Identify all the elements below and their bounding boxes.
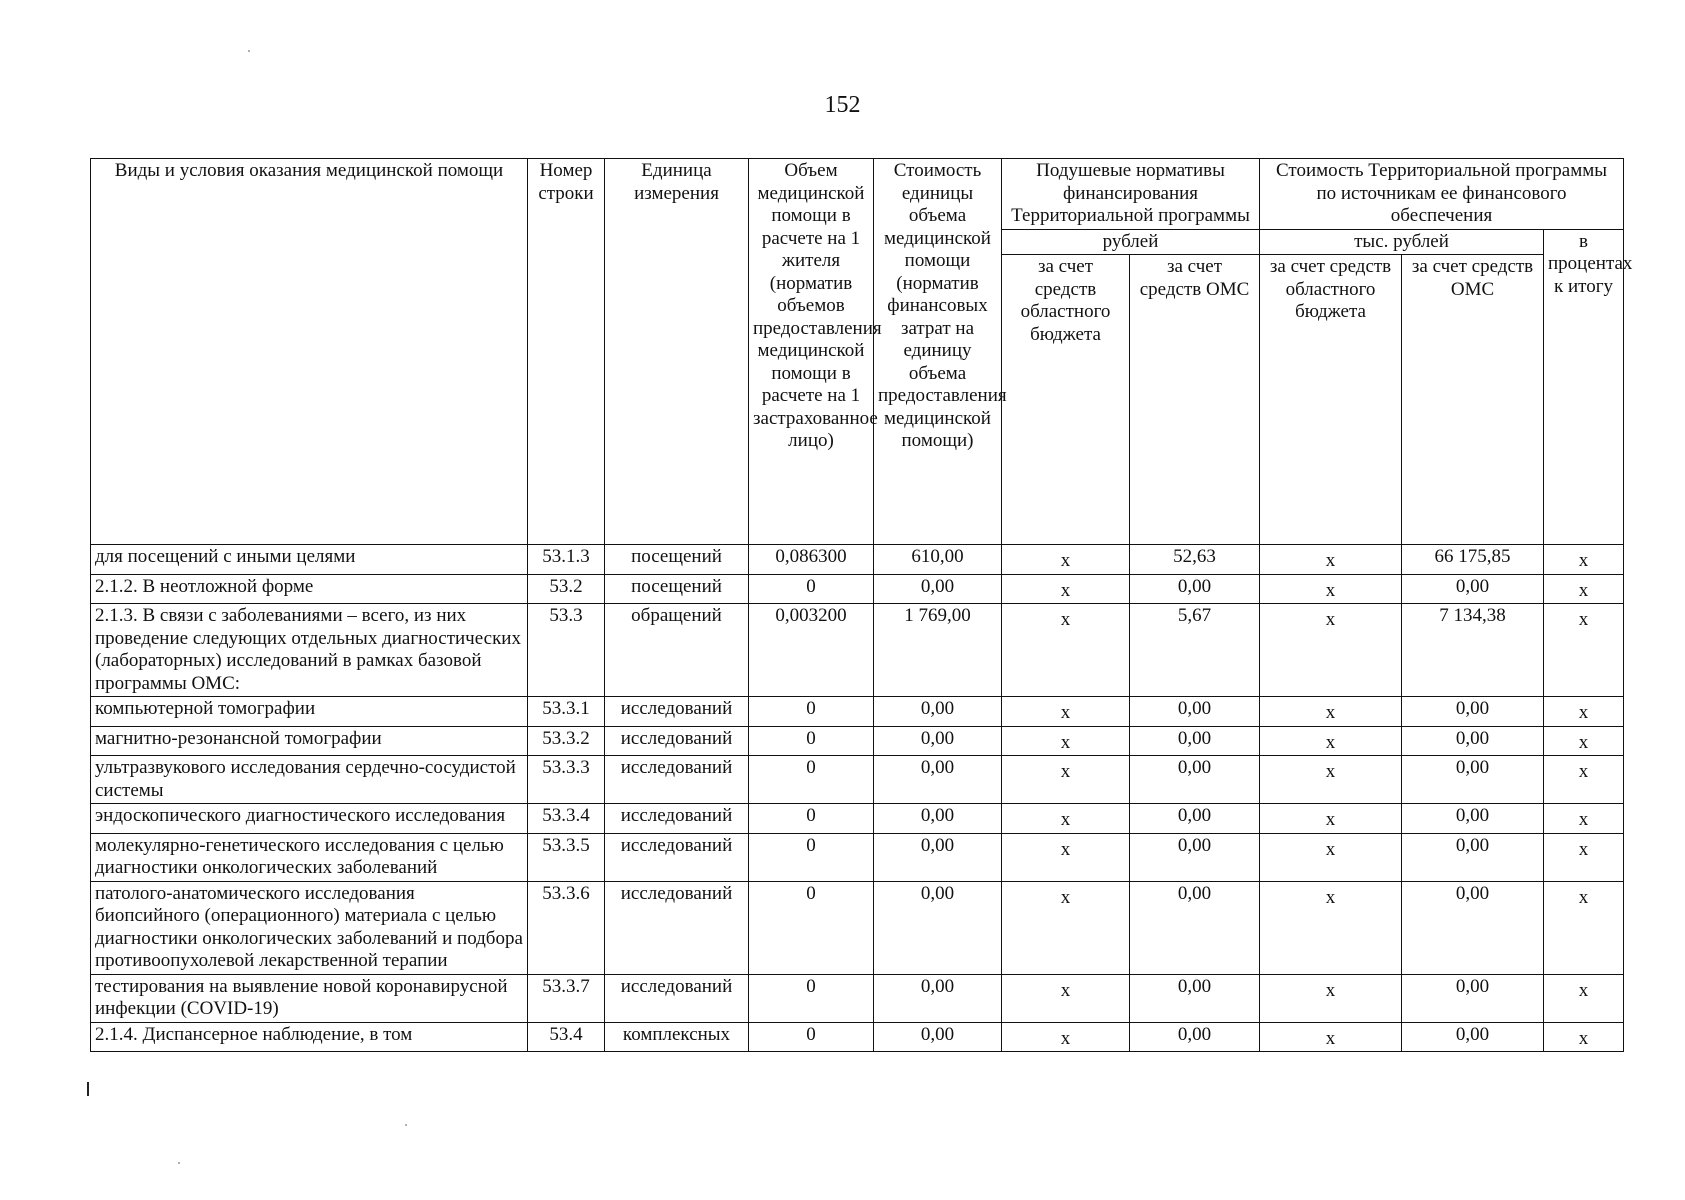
row-pc-oms: 0,00 (1130, 833, 1260, 881)
row-unit: исследований (605, 974, 749, 1022)
row-unit-cost: 1 769,00 (874, 604, 1002, 697)
table-row (91, 574, 1624, 604)
row-percent: х (1544, 833, 1624, 881)
row-total-budget: х (1260, 974, 1402, 1022)
row-unit: комплексных (605, 1022, 749, 1052)
row-unit: исследований (605, 833, 749, 881)
row-pc-budget: х (1002, 756, 1130, 804)
margin-mark (87, 1082, 89, 1096)
row-pc-oms: 0,00 (1130, 1022, 1260, 1052)
row-volume: 0,003200 (749, 604, 874, 697)
row-label: эндоскопического диагностического исследования (91, 804, 528, 834)
scan-speck (248, 50, 250, 52)
row-pc-budget: х (1002, 726, 1130, 756)
row-number: 53.3.5 (528, 833, 605, 881)
row-label: магнитно-резонансной томографии (91, 726, 528, 756)
row-number: 53.1.3 (528, 545, 605, 575)
header-per-capita: Подушевые нормативы финансирования Территориальной программы (1002, 159, 1260, 230)
row-label: молекулярно-генетического исследования с целью диагностики онкологических заболеваний (91, 833, 528, 881)
row-total-budget: х (1260, 833, 1402, 881)
row-total-oms: 0,00 (1402, 833, 1544, 881)
row-total-oms: 0,00 (1402, 1022, 1544, 1052)
table-row (91, 1022, 1624, 1052)
table-row (91, 604, 1624, 697)
row-volume: 0,086300 (749, 545, 874, 575)
row-pc-budget: х (1002, 804, 1130, 834)
row-label: 2.1.2. В неотложной форме (91, 574, 528, 604)
row-unit-cost: 0,00 (874, 833, 1002, 881)
row-percent: х (1544, 697, 1624, 727)
row-unit-cost: 0,00 (874, 1022, 1002, 1052)
row-percent: х (1544, 804, 1624, 834)
row-pc-oms: 0,00 (1130, 974, 1260, 1022)
row-pc-oms: 5,67 (1130, 604, 1260, 697)
row-pc-oms: 0,00 (1130, 756, 1260, 804)
header-total-oms: за счет средств ОМС (1402, 255, 1544, 545)
row-number: 53.3.6 (528, 881, 605, 974)
row-number: 53.3.2 (528, 726, 605, 756)
row-total-oms: 0,00 (1402, 881, 1544, 974)
header-types: Виды и условия оказания медицинской помощи (91, 159, 528, 545)
row-total-budget: х (1260, 804, 1402, 834)
row-total-oms: 0,00 (1402, 574, 1544, 604)
row-volume: 0 (749, 804, 874, 834)
row-unit-cost: 610,00 (874, 545, 1002, 575)
header-unit-cost: Стоимость единицы объема медицинской помощи (норматив финансовых затрат на единицу объема предоставления медицинской помощи) (874, 159, 1002, 545)
table-row (91, 974, 1624, 1022)
row-pc-oms: 0,00 (1130, 804, 1260, 834)
row-total-oms: 0,00 (1402, 697, 1544, 727)
header-percent: в процентах к итогу (1544, 229, 1624, 545)
row-pc-budget: х (1002, 974, 1130, 1022)
row-volume: 0 (749, 756, 874, 804)
header-row-number: Номер строки (528, 159, 605, 545)
header-per-capita-unit: рублей (1002, 229, 1260, 255)
row-total-oms: 0,00 (1402, 756, 1544, 804)
row-number: 53.3.1 (528, 697, 605, 727)
row-total-budget: х (1260, 574, 1402, 604)
row-percent: х (1544, 1022, 1624, 1052)
row-total-budget: х (1260, 881, 1402, 974)
row-total-budget: х (1260, 1022, 1402, 1052)
row-pc-oms: 52,63 (1130, 545, 1260, 575)
table-row (91, 697, 1624, 727)
page-number: 152 (824, 92, 861, 118)
row-volume: 0 (749, 833, 874, 881)
row-total-budget: х (1260, 697, 1402, 727)
row-percent: х (1544, 881, 1624, 974)
row-pc-oms: 0,00 (1130, 697, 1260, 727)
row-volume: 0 (749, 974, 874, 1022)
row-label: 2.1.4. Диспансерное наблюдение, в том (91, 1022, 528, 1052)
row-percent: х (1544, 726, 1624, 756)
financing-table (90, 158, 1633, 1052)
row-pc-budget: х (1002, 604, 1130, 697)
row-total-budget: х (1260, 545, 1402, 575)
row-total-oms: 0,00 (1402, 974, 1544, 1022)
row-unit: исследований (605, 881, 749, 974)
row-unit: посещений (605, 574, 749, 604)
header-unit: Единица измерения (605, 159, 749, 545)
table-row (91, 881, 1624, 974)
row-unit-cost: 0,00 (874, 974, 1002, 1022)
row-total-budget: х (1260, 604, 1402, 697)
header-program-cost: Стоимость Территориальной программы по источникам ее финансового обеспечения (1260, 159, 1624, 230)
table-row (91, 545, 1624, 575)
header-volume: Объем медицинской помощи в расчете на 1 жителя (норматив объемов предоставления медицинской помощи в расчете на 1 застрахованное лицо) (749, 159, 874, 545)
row-percent: х (1544, 574, 1624, 604)
row-pc-budget: х (1002, 833, 1130, 881)
row-unit: обращений (605, 604, 749, 697)
table-row (91, 756, 1624, 804)
row-volume: 0 (749, 1022, 874, 1052)
row-volume: 0 (749, 881, 874, 974)
row-percent: х (1544, 974, 1624, 1022)
header-total-budget: за счет средств областного бюджета (1260, 255, 1402, 545)
row-pc-budget: х (1002, 574, 1130, 604)
header-pc-oms: за счет средств ОМС (1130, 255, 1260, 545)
row-label: патолого-анатомического исследования биопсийного (операционного) материала с целью диагностики онкологических заболеваний и подбора противоопухолевой лекарственной терапии (91, 881, 528, 974)
row-label: ультразвукового исследования сердечно-сосудистой системы (91, 756, 528, 804)
row-unit: исследований (605, 697, 749, 727)
row-pc-budget: х (1002, 1022, 1130, 1052)
row-percent: х (1544, 756, 1624, 804)
row-total-oms: 66 175,85 (1402, 545, 1544, 575)
row-label: компьютерной томографии (91, 697, 528, 727)
row-number: 53.3.4 (528, 804, 605, 834)
row-pc-budget: х (1002, 881, 1130, 974)
header-pc-budget: за счет средств областного бюджета (1002, 255, 1130, 545)
row-number: 53.4 (528, 1022, 605, 1052)
scan-speck (178, 1162, 180, 1164)
row-unit-cost: 0,00 (874, 726, 1002, 756)
row-unit-cost: 0,00 (874, 756, 1002, 804)
row-total-budget: х (1260, 726, 1402, 756)
row-unit-cost: 0,00 (874, 881, 1002, 974)
row-unit: исследований (605, 726, 749, 756)
row-number: 53.3.3 (528, 756, 605, 804)
row-unit: исследований (605, 804, 749, 834)
scan-speck (405, 1124, 407, 1126)
row-unit-cost: 0,00 (874, 574, 1002, 604)
row-label: для посещений с иными целями (91, 545, 528, 575)
row-percent: х (1544, 604, 1624, 697)
row-label: 2.1.3. В связи с заболеваниями – всего, из них проведение следующих отдельных диагностических (лабораторных) исследований в рамках базовой программы ОМС: (91, 604, 528, 697)
row-unit: исследований (605, 756, 749, 804)
table-row (91, 804, 1624, 834)
row-volume: 0 (749, 697, 874, 727)
row-volume: 0 (749, 726, 874, 756)
row-total-oms: 7 134,38 (1402, 604, 1544, 697)
row-unit-cost: 0,00 (874, 804, 1002, 834)
row-pc-budget: х (1002, 697, 1130, 727)
row-number: 53.2 (528, 574, 605, 604)
row-total-oms: 0,00 (1402, 726, 1544, 756)
row-total-budget: х (1260, 756, 1402, 804)
row-number: 53.3.7 (528, 974, 605, 1022)
row-label: тестирования на выявление новой коронавирусной инфекции (COVID-19) (91, 974, 528, 1022)
header-row-1 (91, 159, 1624, 230)
row-volume: 0 (749, 574, 874, 604)
row-pc-oms: 0,00 (1130, 881, 1260, 974)
row-number: 53.3 (528, 604, 605, 697)
table-row (91, 833, 1624, 881)
row-unit: посещений (605, 545, 749, 575)
row-total-oms: 0,00 (1402, 804, 1544, 834)
table-row (91, 726, 1624, 756)
row-percent: х (1544, 545, 1624, 575)
row-unit-cost: 0,00 (874, 697, 1002, 727)
header-program-cost-unit: тыс. рублей (1260, 229, 1544, 255)
row-pc-oms: 0,00 (1130, 726, 1260, 756)
row-pc-budget: х (1002, 545, 1130, 575)
row-pc-oms: 0,00 (1130, 574, 1260, 604)
